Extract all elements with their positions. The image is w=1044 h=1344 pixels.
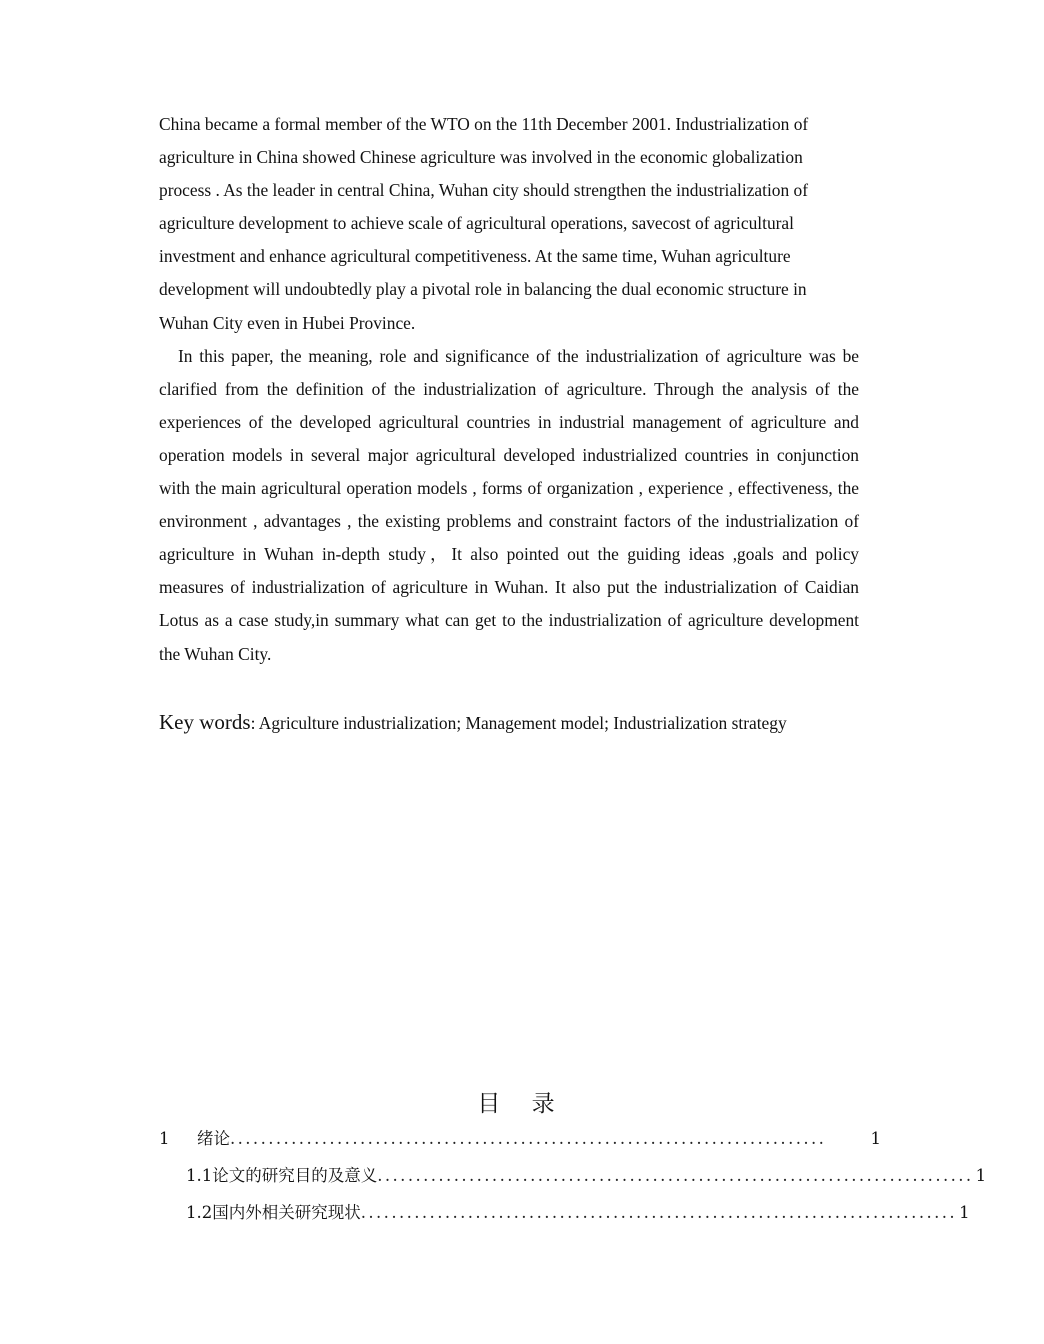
keywords-label: Key words (159, 710, 251, 734)
toc-dot-leader: .............................................................................. (377, 1166, 974, 1185)
toc-dot-leader: .............................................................................. (360, 1203, 958, 1222)
toc-entry[interactable] (186, 1200, 970, 1226)
keywords-text: : Agriculture industrialization; Management model; Industrialization strategy (250, 713, 787, 733)
toc-entry-title: 论文的研究目的及意义 (212, 1166, 378, 1185)
toc-entry-number: 1.2 (186, 1203, 213, 1222)
toc-title: 目 录 (477, 1091, 567, 1117)
abstract-paragraph-1: China became a formal member of the WTO on the 11th December 2001. Industrialization of agriculture in China showed Chinese agriculture was involved in the economic globalization process . As the leader in central China, Wuhan city should strengthen the industrialization of agriculture development to achieve scale of agricultural operations, savecost of agricultural investment and enhance agricultural competitiveness. At the same time, Wuhan agriculture development will undoubtedly play a pivotal role in balancing the dual economic structure in Wuhan City even in Hubei Province. (159, 114, 809, 333)
english-abstract (159, 108, 859, 671)
toc-entry-title: 国内外相关研究现状 (212, 1203, 361, 1222)
toc-entry-page: 1 (959, 1203, 970, 1222)
toc-entry-page: 1 (975, 1166, 987, 1185)
toc-dot-leader: .............................................................................. (230, 1129, 827, 1148)
toc-entry-number: 1 (159, 1129, 170, 1148)
abstract-paragraph-2: In this paper, the meaning, role and significance of the industrialization of agriculture was be clarified from the definition of the industrialization of agriculture. Through the analysis of the experiences of the developed agricultural countries in industrial management of agriculture and operation models in several major agricultural developed industrialized countries in conjunction with the main agricultural operation models , forms of organization , experience , effectiveness, the environment , advantages , the existing problems and constraint factors of the industrialization of agriculture in Wuhan in-depth study，It also pointed out the guiding ideas ,goals and policy measures of industrialization of agriculture in Wuhan. It also put the industrialization of Caidian Lotus as a case study,in summary what can get to the industrialization of agriculture development the Wuhan City. (159, 345, 859, 664)
keywords-line (159, 706, 879, 740)
toc-entry[interactable] (159, 1126, 881, 1152)
toc-entry[interactable] (186, 1163, 987, 1189)
toc-entry-number: 1.1 (186, 1166, 213, 1185)
toc-entry-title: 绪论 (197, 1129, 230, 1148)
toc-entry-page: 1 (870, 1129, 881, 1148)
